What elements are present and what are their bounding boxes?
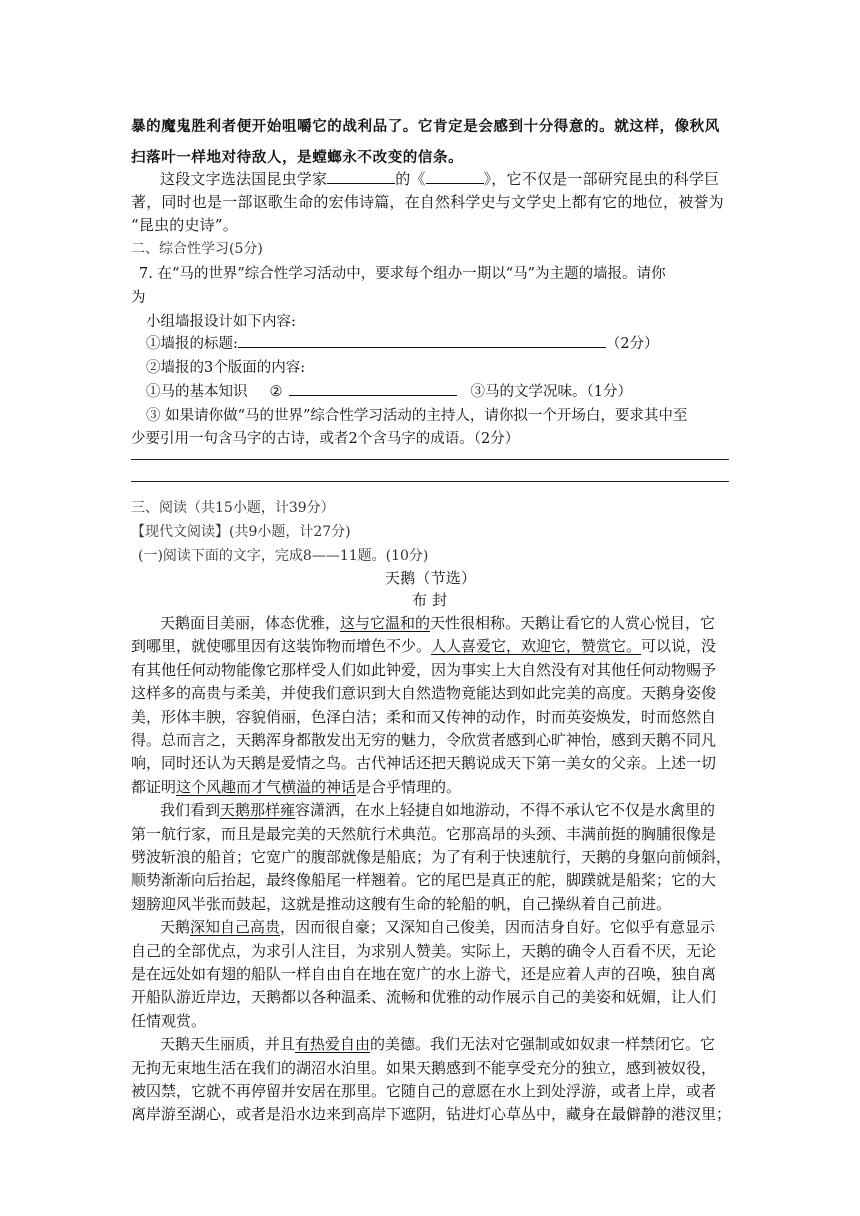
article-text: 自己的全部优点，为求引人注目，为求别人赞美。实际上，天鹅的确令人百看不厌，无论 [131,941,717,960]
article-text: 的美德。我们无法对它强制或如奴隶一样禁闭它。它 [370,1035,716,1054]
article-line [131,776,461,797]
item-2-sections: ②墙报的3个版面的内容: [146,360,306,376]
article-line [131,1057,716,1078]
question-6-line-1: 这段文字选法国昆虫学家 的《 》，它不仅是一部研究昆虫的科学巨 [160,170,720,188]
article-text: 得。总而言之，天鹅浑身都散发出无穷的魅力，令欣赏者感到心旷神怡，感到天鹅不同凡 [131,731,717,749]
article-text: 无拘无束地生活在我们的湖沼水泊里。如果天鹅感到不能享受充分的独立，感到被奴役， [131,1058,717,1077]
article-author: 布 封 [412,591,448,609]
section-3-heading: 三、阅读（共15小题，计39分） [131,500,335,516]
article-line [131,869,716,890]
article-line [131,729,716,750]
article-text: 天鹅天生丽质，并且 [160,1035,296,1054]
underlined-phrase: 有热爱自由 [295,1035,371,1054]
section-2-heading: 二、综合性学习(5分) [131,241,263,257]
reading-instruction: (一)阅读下面的文字，完成8——11题。(10分) [138,548,429,564]
article-line [131,706,716,727]
article-line [131,682,716,703]
article-text: 这样多的高贵与柔美，并使我们意识到大自然造物竟能达到如此完美的高度。天鹅身姿俊 [131,684,717,703]
question-7-stem: 7. 在“马的世界”综合性学习活动中，要求每个组办一期以“马”为主题的墙报。请你 [139,266,666,282]
article-line [131,1103,731,1124]
article-line [131,1080,716,1101]
author-blank[interactable] [327,169,395,184]
article-text: 到哪里，就使哪里因有这装饰物而增色不少。 [131,637,432,656]
item-3-host-cont: 少要引用一句含马字的古诗，或者2个含马字的成语。（2分） [131,431,520,447]
article-line [160,799,715,820]
subsection-heading: 【现代文阅读】(共9小题，计27分) [131,524,351,540]
article-line [131,940,716,961]
question-6-line-2: 著，同时也是一部讴歌生命的宏伟诗篇，在自然科学史与文学史上都有它的地位，被誉为 [131,193,724,211]
article-line [131,752,716,773]
article-text: 翅膀迎风半张而鼓起，这就是推动这艘有生命的轮船的帆，自己操纵着自己前进。 [131,894,672,913]
underlined-phrase: 深知自己高贵 [190,918,281,937]
book-blank[interactable] [426,169,484,184]
article-text: 离岸游至湖心，或者是沿水边来到高岸下遮阴，钻进灯心草丛中，藏身在最僻静的港汊里； [131,1105,732,1124]
underlined-phrase: 这个风趣而才气横溢的神话 [176,777,357,796]
article-text: 是在远处如有翅的船队一样自由自在地在宽广的水上游弋，还是应着人声的召唤，独自离 [131,965,717,983]
article-text: 开船队游近岸边，天鹅都以各种温柔、流畅和优雅的动作展示自己的美姿和妩媚，让人们 [131,988,717,1007]
article-line [131,846,731,867]
title-blank[interactable] [238,333,606,348]
question-7-instruction: 小组墙报设计如下内容: [146,314,296,330]
article-text: 任情观赏。 [131,1011,207,1030]
article-text: 第一航行家，而且是最完美的天然航行术典范。它那高昂的头颈、丰满前挺的胸脯很像是 [131,824,717,843]
passage-line-2: 扫落叶一样地对待敌人，是螳螂永不改变的信条。 [131,149,464,166]
passage-line-1: 暴的魔鬼胜利者便开始咀嚼它的战利品了。它肯定是会感到十分得意的。就这样，像秋风 [131,118,720,135]
article-line [131,963,716,984]
article-text: 美，形体丰腴，容貌俏丽，色泽白洁；柔和而又传神的动作，时而英姿焕发，时而悠然自 [131,707,717,726]
article-text: 有其他任何动物能像它那样受人们如此钟爱，因为事实上大自然没有对其他任何动物赐予 [131,660,717,679]
article-text: 可以说，没 [641,637,717,656]
article-text: 顺势渐渐向后抬起，最终像船尾一样翘着。它的尾巴是真正的舵，脚蹼就是船桨；它的大 [131,871,717,890]
section-2-blank[interactable] [289,381,457,396]
article-text: 天鹅 [160,918,191,937]
item-sections-list: ①马的基本知识 ② ③马的文学况味。（1分） [146,380,632,401]
article-line [131,635,716,656]
article-text: ，因而很自豪；又深知自己俊美，因而洁身自好。它似乎有意显示 [280,918,716,937]
article-line [160,916,715,937]
article-line [131,659,716,680]
answer-line-1[interactable] [131,459,729,460]
article-line [160,612,715,633]
article-text: 容潇洒，在水上轻捷自如地游动，不得不承认它不仅是水禽里的 [295,801,716,820]
question-6-line-3: “昆虫的史诗”。 [131,216,238,234]
article-text: 响，同时还认为天鹅是爱情之鸟。古代神话还把天鹅说成天下第一美女的父亲。上述一切 [131,754,717,773]
underlined-phrase: 天鹅那样雍 [220,801,296,820]
article-text: 劈波斩浪的船首；它宽广的腹部就像是船底；为了有利于快速航行，天鹅的身躯向前倾斜， [131,848,732,866]
article-text: 都证明 [131,777,177,796]
article-line [131,823,716,844]
article-text: 天性很相称。天鹅让看它的人赏心悦目，它 [430,614,716,632]
article-text: 我们看到 [160,801,221,820]
article-text: 被囚禁，它就不再停留并安居在那里。它随自己的意愿在水上到处浮游，或者上岸，或者 [131,1082,717,1100]
article-title: 天鹅（节选） [385,569,477,587]
answer-line-2[interactable] [131,481,729,482]
item-3-host: ③ 如果请你做“马的世界”综合性学习活动的主持人，请你拟一个开场白，要求其中至 [146,408,688,424]
article-text: 天鹅面目美丽，体态优雅， [160,614,341,632]
article-line [131,893,671,914]
article-text: 是合乎情理的。 [356,777,462,796]
article-line [131,1010,206,1031]
underlined-phrase: 这与它温和的 [340,614,431,632]
underlined-phrase: 人人喜爱它，欢迎它，赞赏它。 [431,637,642,656]
question-7-stem-cont: 为 [131,290,146,306]
article-line [160,1033,715,1054]
item-1-title: ①墙报的标题: （2分） [146,332,659,353]
article-line [131,986,716,1007]
